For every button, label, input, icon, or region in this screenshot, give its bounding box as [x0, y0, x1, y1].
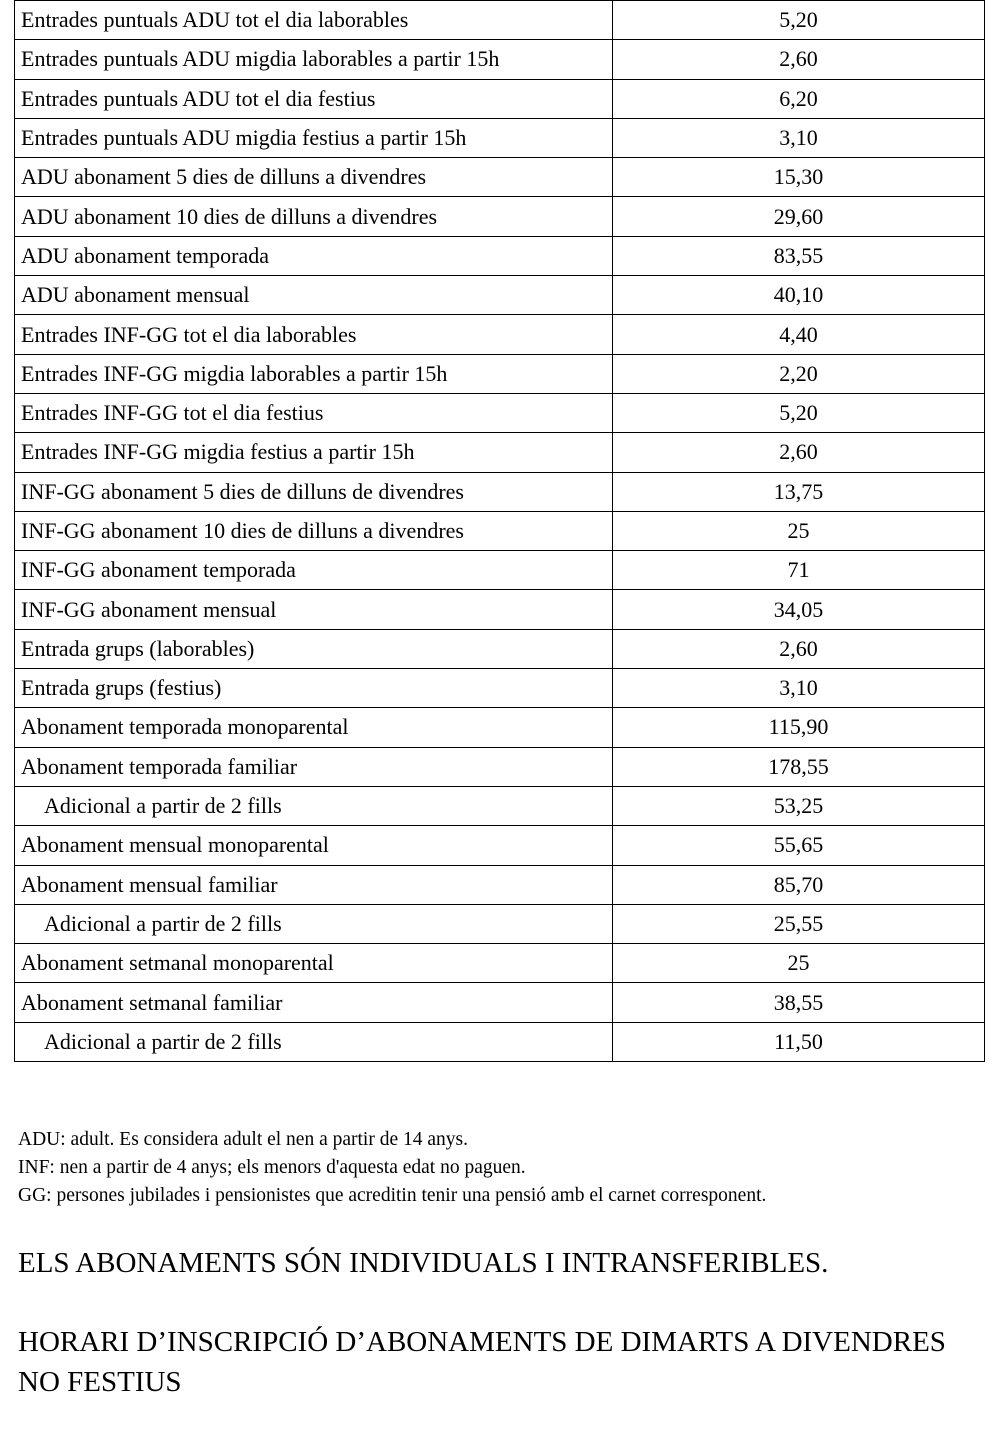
- table-row: [15, 354, 985, 393]
- row-price: 83,55: [613, 236, 985, 275]
- row-description: Entrades INF-GG migdia laborables a partir 15h: [15, 354, 613, 393]
- row-price: 3,10: [613, 669, 985, 708]
- row-price: 25: [613, 511, 985, 550]
- table-row: [15, 472, 985, 511]
- table-row: [15, 747, 985, 786]
- row-description: Abonament mensual monoparental: [15, 826, 613, 865]
- row-description: Abonament mensual familiar: [15, 865, 613, 904]
- row-price: 2,60: [613, 629, 985, 668]
- row-price: 34,05: [613, 590, 985, 629]
- row-price: 29,60: [613, 197, 985, 236]
- row-description: Adicional a partir de 2 fills: [15, 1022, 613, 1061]
- table-row: [15, 158, 985, 197]
- table-row: [15, 983, 985, 1022]
- table-row: [15, 944, 985, 983]
- notes: [18, 1126, 993, 1210]
- table-row: [15, 826, 985, 865]
- row-price: 40,10: [613, 276, 985, 315]
- row-price: 115,90: [613, 708, 985, 747]
- table-row: [15, 118, 985, 157]
- row-description: Entrades INF-GG tot el dia laborables: [15, 315, 613, 354]
- row-description: ADU abonament mensual: [15, 276, 613, 315]
- row-price: 6,20: [613, 79, 985, 118]
- table-row: [15, 79, 985, 118]
- row-description: Adicional a partir de 2 fills: [15, 904, 613, 943]
- table-row: [15, 786, 985, 825]
- row-price: 11,50: [613, 1022, 985, 1061]
- table-row: [15, 236, 985, 275]
- price-table: [14, 0, 985, 1062]
- row-price: 5,20: [613, 393, 985, 432]
- table-row: [15, 629, 985, 668]
- row-description: Entrades puntuals ADU migdia laborables a partir 15h: [15, 40, 613, 79]
- table-row: [15, 1, 985, 40]
- row-price: 4,40: [613, 315, 985, 354]
- row-price: 13,75: [613, 472, 985, 511]
- row-description: Abonament temporada familiar: [15, 747, 613, 786]
- table-row: [15, 865, 985, 904]
- note-adu: ADU: adult. Es considera adult el nen a partir de 14 anys.: [18, 1129, 468, 1150]
- row-description: Entrada grups (laborables): [15, 629, 613, 668]
- row-description: Abonament setmanal familiar: [15, 983, 613, 1022]
- row-price: 85,70: [613, 865, 985, 904]
- note-gg: GG: persones jubilades i pensionistes que acreditin tenir una pensió amb el carnet corresponent.: [18, 1185, 767, 1206]
- table-row: [15, 669, 985, 708]
- row-price: 2,60: [613, 40, 985, 79]
- row-price: 2,60: [613, 433, 985, 472]
- table-row: [15, 551, 985, 590]
- table-row: [15, 315, 985, 354]
- table-row: [15, 590, 985, 629]
- table-row: [15, 40, 985, 79]
- table-row: [15, 904, 985, 943]
- row-price: 38,55: [613, 983, 985, 1022]
- notice-individual: ELS ABONAMENTS SÓN INDIVIDUALS I INTRANSFERIBLES.: [18, 1247, 829, 1279]
- row-price: 71: [613, 551, 985, 590]
- row-price: 25,55: [613, 904, 985, 943]
- row-description: INF-GG abonament temporada: [15, 551, 613, 590]
- row-description: Entrada grups (festius): [15, 669, 613, 708]
- row-price: 55,65: [613, 826, 985, 865]
- row-price: 178,55: [613, 747, 985, 786]
- note-inf: INF: nen a partir de 4 anys; els menors d'aquesta edat no paguen.: [18, 1157, 526, 1178]
- row-price: 25: [613, 944, 985, 983]
- row-description: INF-GG abonament mensual: [15, 590, 613, 629]
- price-table-body: [15, 1, 985, 1062]
- row-description: ADU abonament temporada: [15, 236, 613, 275]
- row-description: INF-GG abonament 5 dies de dilluns de divendres: [15, 472, 613, 511]
- table-row: [15, 1022, 985, 1061]
- row-description: INF-GG abonament 10 dies de dilluns a divendres: [15, 511, 613, 550]
- row-description: ADU abonament 5 dies de dilluns a divendres: [15, 158, 613, 197]
- row-description: Adicional a partir de 2 fills: [15, 786, 613, 825]
- row-description: Entrades INF-GG tot el dia festius: [15, 393, 613, 432]
- table-row: [15, 511, 985, 550]
- row-description: Entrades puntuals ADU tot el dia laborables: [15, 1, 613, 40]
- row-price: 5,20: [613, 1, 985, 40]
- row-price: 15,30: [613, 158, 985, 197]
- row-description: Abonament temporada monoparental: [15, 708, 613, 747]
- row-price: 2,20: [613, 354, 985, 393]
- row-price: 53,25: [613, 786, 985, 825]
- row-description: Entrades puntuals ADU migdia festius a partir 15h: [15, 118, 613, 157]
- table-row: [15, 197, 985, 236]
- notice-schedule: HORARI D’INSCRIPCIÓ D’ABONAMENTS DE DIMARTS A DIVENDRES NO FESTIUS: [18, 1326, 946, 1398]
- table-row: [15, 433, 985, 472]
- row-description: ADU abonament 10 dies de dilluns a divendres: [15, 197, 613, 236]
- table-row: [15, 393, 985, 432]
- table-row: [15, 708, 985, 747]
- row-price: 3,10: [613, 118, 985, 157]
- row-description: Abonament setmanal monoparental: [15, 944, 613, 983]
- row-description: Entrades INF-GG migdia festius a partir 15h: [15, 433, 613, 472]
- table-row: [15, 276, 985, 315]
- row-description: Entrades puntuals ADU tot el dia festius: [15, 79, 613, 118]
